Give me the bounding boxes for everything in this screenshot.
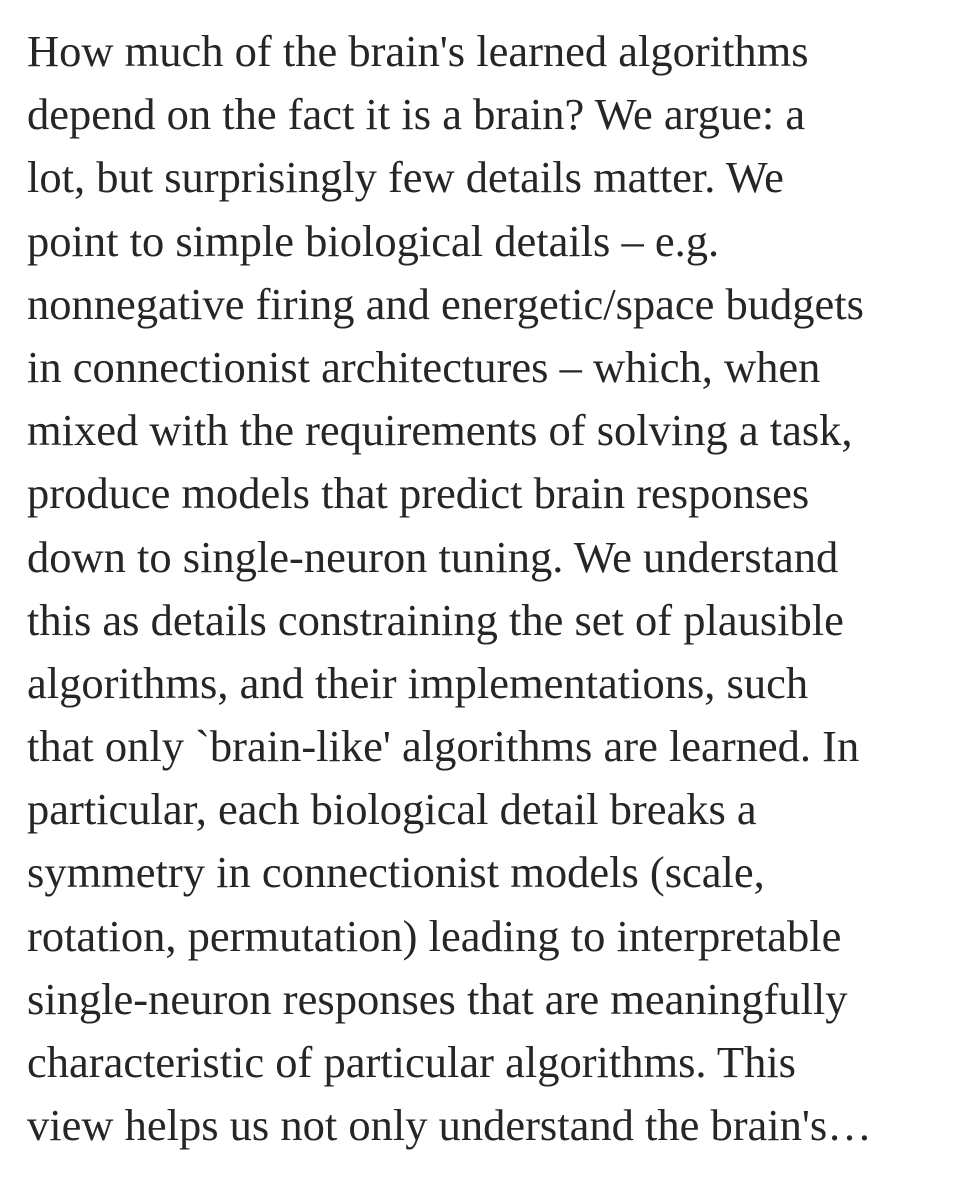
abstract-line: down to single-neuron tuning. We understand bbox=[27, 531, 839, 582]
abstract-line: nonnegative firing and energetic/space budgets bbox=[27, 278, 864, 329]
abstract-line: particular, each biological detail breaks a bbox=[27, 784, 757, 835]
abstract-line: lot, but surprisingly few details matter. We bbox=[27, 152, 784, 203]
abstract-line: rotation, permutation) leading to interpretable bbox=[27, 910, 842, 961]
abstract-line: How much of the brain's learned algorithms bbox=[27, 26, 809, 76]
abstract-line: single-neuron responses that are meaningfully bbox=[27, 973, 848, 1024]
abstract-line: view helps us not only understand the brain's… bbox=[27, 1100, 872, 1151]
abstract-line: characteristic of particular algorithms. This bbox=[27, 1037, 796, 1087]
abstract-line: symmetry in connectionist models (scale, bbox=[27, 847, 765, 898]
abstract-line: mixed with the requirements of solving a task, bbox=[27, 405, 853, 456]
abstract-line: produce models that predict brain responses bbox=[27, 468, 810, 519]
abstract-line: in connectionist architectures – which, when bbox=[27, 341, 821, 392]
abstract-line: that only `brain-like' algorithms are learned. In bbox=[27, 721, 860, 772]
abstract-text bbox=[27, 20, 957, 1157]
abstract-line: this as details constraining the set of plausible bbox=[27, 594, 844, 645]
abstract-line: algorithms, and their implementations, such bbox=[27, 657, 809, 708]
abstract-line: point to simple biological details – e.g. bbox=[27, 215, 720, 266]
abstract-line: depend on the fact it is a brain? We argue: a bbox=[27, 89, 806, 140]
